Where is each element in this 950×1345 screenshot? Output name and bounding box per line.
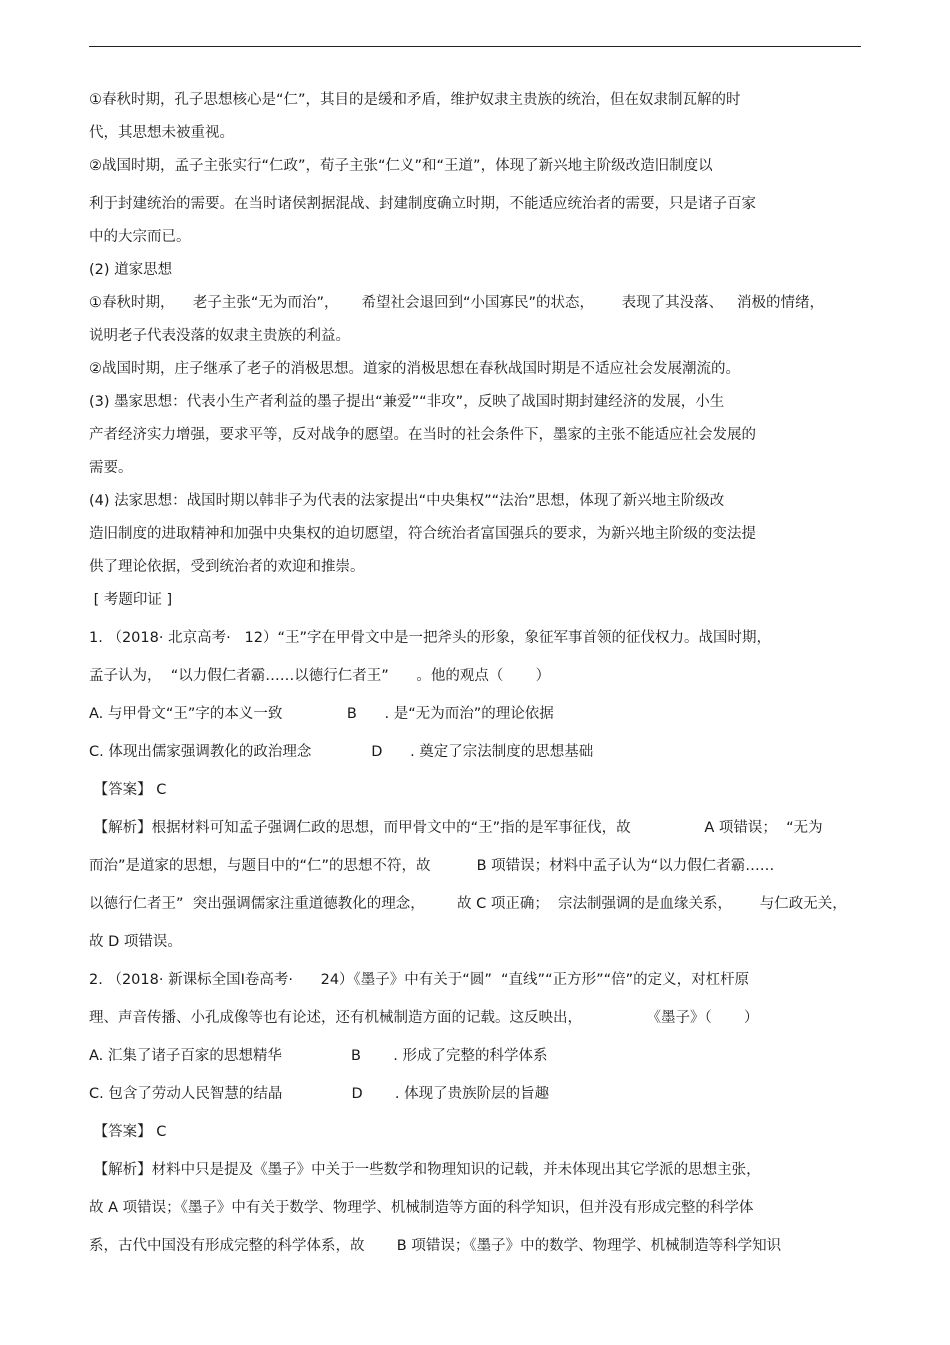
question-stem: 1. （2018· 北京高考· 12）“王”字在甲骨文中是一把斧头的形象，象征军事首领的征伐权力。战国时期， (89, 630, 771, 646)
text-line: ①春秋时期， 老子主张“无为而治”， 希望社会退回到“小国寡民”的状态， 表现了其没落、 消极的情绪， (89, 295, 825, 311)
text-line: 造旧制度的进取精神和加强中央集权的迫切愿望，符合统治者富国强兵的要求，为新兴地主阶级的变法提 (89, 526, 756, 542)
question-stem: 孟子认为， “以力假仁者霸……以德行仁者王” 。他的观点（ ） (89, 668, 551, 684)
text-line: ①春秋时期，孔子思想核心是“仁”，其目的是缓和矛盾，维护奴隶主贵族的统治，但在奴隶制瓦解的时 (89, 92, 741, 108)
analysis-line: 【解析】根据材料可知孟子强调仁政的思想，而甲骨文中的“王”指的是军事征伐，故 A 项错误； “无为 (89, 820, 823, 836)
analysis-line: 故 A 项错误；《墨子》中有关于数学、物理学、机械制造等方面的科学知识，但并没有形成完整的科学体 (89, 1200, 754, 1216)
text-line: 供了理论依据，受到统治者的欢迎和推崇。 (89, 559, 365, 575)
text-line: 中的大宗而已。 (89, 229, 191, 245)
analysis-line: 而治”是道家的思想，与题目中的“仁”的思想不符，故 B 项错误；材料中孟子认为“以力假仁者霸…… (89, 858, 775, 874)
analysis-line: 故 D 项错误。 (89, 934, 182, 950)
answer-options: A. 汇集了诸子百家的思想精华 B . 形成了完整的科学体系 (89, 1048, 548, 1064)
header-rule (89, 46, 861, 47)
analysis-line: 系，古代中国没有形成完整的科学体系，故 B 项错误；《墨子》中的数学、物理学、机械制造等科学知识 (89, 1238, 782, 1254)
section-heading: (2) 道家思想 (89, 262, 173, 278)
section-heading: [ 考题印证 ] (89, 592, 173, 608)
text-line: ②战国时期，孟子主张实行“仁政”，荀子主张“仁义”和“王道”，体现了新兴地主阶级改造旧制度以 (89, 158, 713, 174)
text-line: 需要。 (89, 460, 133, 476)
text-line: (4) 法家思想：战国时期以韩非子为代表的法家提出“中央集权”“法治”思想，体现了新兴地主阶级改 (89, 493, 725, 509)
question-stem: 理、声音传播、小孔成像等也有论述，还有机械制造方面的记载。这反映出， 《墨子》（ ） (89, 1010, 759, 1026)
analysis-line: 【解析】材料中只是提及《墨子》中关于一些数学和物理知识的记载，并未体现出其它学派的思想主张， (89, 1162, 761, 1178)
answer-options: A. 与甲骨文“王”字的本义一致 B . 是“无为而治”的理论依据 (89, 706, 554, 722)
text-line: ②战国时期，庄子继承了老子的消极思想。道家的消极思想在春秋战国时期是不适应社会发展潮流的。 (89, 361, 740, 377)
analysis-line: 以德行仁者王” 突出强调儒家注重道德教化的理念， 故 C 项正确； 宗法制强调的是血缘关系， 与仁政无关， (89, 896, 847, 912)
answer-label: 【答案】 C (89, 1124, 167, 1140)
answer-options: C. 体现出儒家强调教化的政治理念 D . 奠定了宗法制度的思想基础 (89, 744, 594, 760)
text-line: 产者经济实力增强，要求平等，反对战争的愿望。在当时的社会条件下，墨家的主张不能适应社会发展的 (89, 427, 756, 443)
text-line: 代，其思想未被重视。 (89, 125, 234, 141)
answer-options: C. 包含了劳动人民智慧的结晶 D . 体现了贵族阶层的旨趣 (89, 1086, 550, 1102)
question-stem: 2. （2018· 新课标全国Ⅰ卷高考· 24）《墨子》中有关于“圆” “直线”“正方形”“倍”的定义，对杠杆原 (89, 972, 750, 988)
document-body (89, 90, 869, 1256)
answer-label: 【答案】 C (89, 782, 167, 798)
text-line: 利于封建统治的需要。在当时诸侯割据混战、封建制度确立时期，不能适应统治者的需要，只是诸子百家 (89, 196, 756, 212)
text-line: (3) 墨家思想：代表小生产者利益的墨子提出“兼爱”“非攻”，反映了战国时期封建经济的发展，小生 (89, 394, 725, 410)
text-line: 说明老子代表没落的奴隶主贵族的利益。 (89, 328, 350, 344)
